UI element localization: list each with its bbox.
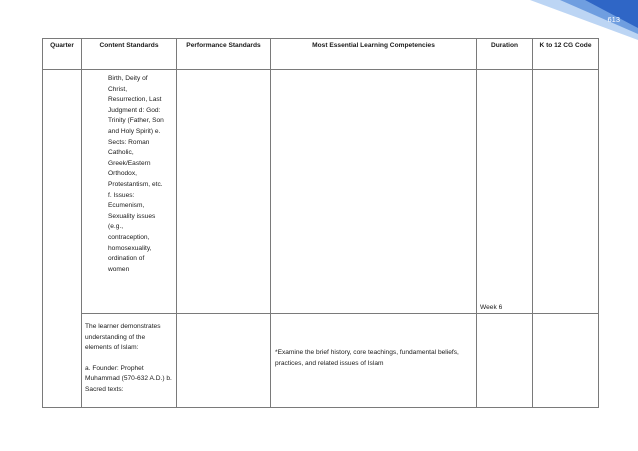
header-cg-code: K to 12 CG Code: [533, 39, 599, 70]
header-melc: Most Essential Learning Competencies: [271, 39, 477, 70]
header-performance-standards: Performance Standards: [177, 39, 271, 70]
table-header-row: [43, 39, 599, 70]
content-standards-cell: [82, 70, 177, 314]
cg-code-cell: [533, 314, 599, 408]
melc-text: *Examine the brief history, core teachings, fundamental beliefs, practices, and related issues of Islam: [275, 349, 459, 367]
melc-cell: [271, 70, 477, 314]
duration-cell: [477, 304, 533, 408]
content-standards-cell: [82, 314, 177, 408]
page-corner-decoration: [530, 0, 638, 40]
performance-standards-cell: [177, 314, 271, 408]
cg-code-cell: [533, 70, 599, 314]
melc-cell: [271, 314, 477, 408]
table-row: [43, 314, 599, 408]
quarter-cell: [43, 70, 82, 408]
page-number: 613: [607, 15, 620, 24]
curriculum-table: [42, 38, 599, 408]
table-row: [43, 70, 599, 314]
duration-text: Week 6: [480, 304, 503, 312]
duration-cell: [477, 70, 533, 314]
content-standards-detail: a. Founder: Prophet Muhammad (570-632 A.D.) b. Sacred texts:: [85, 364, 172, 393]
performance-standards-cell: [177, 70, 271, 314]
content-standards-intro: The learner demonstrates understanding of the elements of Islam:: [85, 323, 161, 352]
header-quarter: Quarter: [43, 39, 82, 70]
header-content-standards: Content Standards: [82, 39, 177, 70]
header-duration: Duration: [477, 39, 533, 70]
content-standards-text: Birth, Deity of Christ, Resurrection, Last Judgment d: God: Trinity (Father, Son and Holy Spirit) e. Sects: Roman Catholic, Greek/Eastern Orthodox, Protestantism, etc. f. Issues: Ecumenism, Sexuality issues (e.g., contraception, homosexuality, ordination of women: [108, 75, 164, 273]
